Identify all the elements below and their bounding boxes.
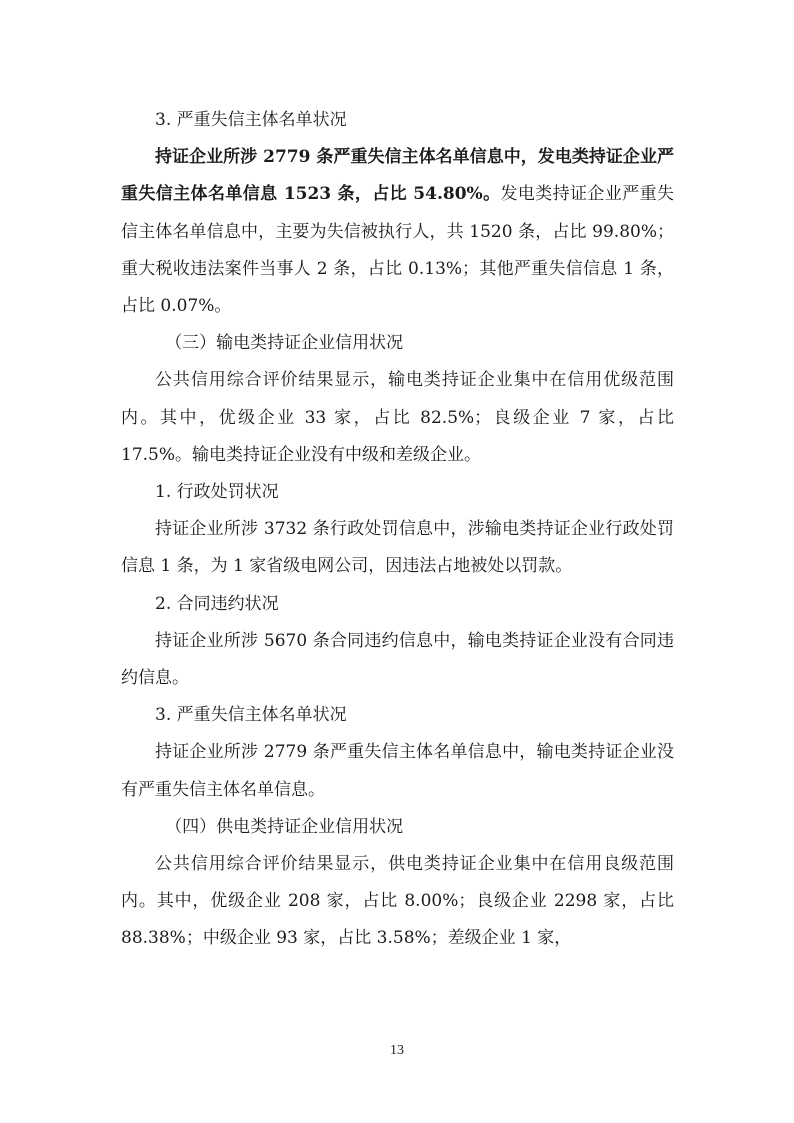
section-heading: （三）输电类持证企业信用状况 xyxy=(165,333,404,354)
paragraph: 持证企业所涉 3732 条行政处罚信息中，涉输电类持证企业行政处罚信息 1 条，为 1 家省级电网公司，因违法占地被处以罚款。 xyxy=(121,519,674,577)
section-heading: 2. 合同违约状况 xyxy=(155,593,279,614)
paragraph xyxy=(121,139,674,325)
section-heading: （四）供电类持证企业信用状况 xyxy=(165,816,404,837)
document-body xyxy=(121,102,674,958)
paragraph: 持证企业所涉 2779 条严重失信主体名单信息中，输电类持证企业没有严重失信主体名单信息。 xyxy=(121,742,674,800)
section-heading: 3. 严重失信主体名单状况 xyxy=(155,110,347,130)
paragraph-text: 发电类持证企业严重失信主体名单信息中，主要为失信被执行人，共 1520 条，占比 99.80%；重大税收违法案件当事人 2 条，占比 0.13%；其他严重失信信息 1 条，占比 0.07%。 xyxy=(121,184,674,317)
section-heading: 1. 行政处罚状况 xyxy=(155,482,279,503)
paragraph: 持证企业所涉 5670 条合同违约信息中，输电类持证企业没有合同违约信息。 xyxy=(121,630,674,689)
bold-lead-sentence: 持证企业所涉 2779 条严重失信主体名单信息中，发电类持证企业严重失信主体名单信息 1523 条，占比 54.80%。 xyxy=(121,147,674,205)
page-number: 13 xyxy=(390,1043,404,1058)
section-heading: 3. 严重失信主体名单状况 xyxy=(155,705,347,726)
paragraph: 公共信用综合评价结果显示，输电类持证企业集中在信用优级范围内。其中，优级企业 33 家，占比 82.5%；良级企业 7 家，占比 17.5%。输电类持证企业没有中级和差级企业。 xyxy=(121,370,674,465)
paragraph: 公共信用综合评价结果显示，供电类持证企业集中在信用良级范围内。其中，优级企业 208 家，占比 8.00%；良级企业 2298 家，占比 88.38%；中级企业 93 家，占比 3.58%；差级企业 1 家， xyxy=(121,854,674,949)
